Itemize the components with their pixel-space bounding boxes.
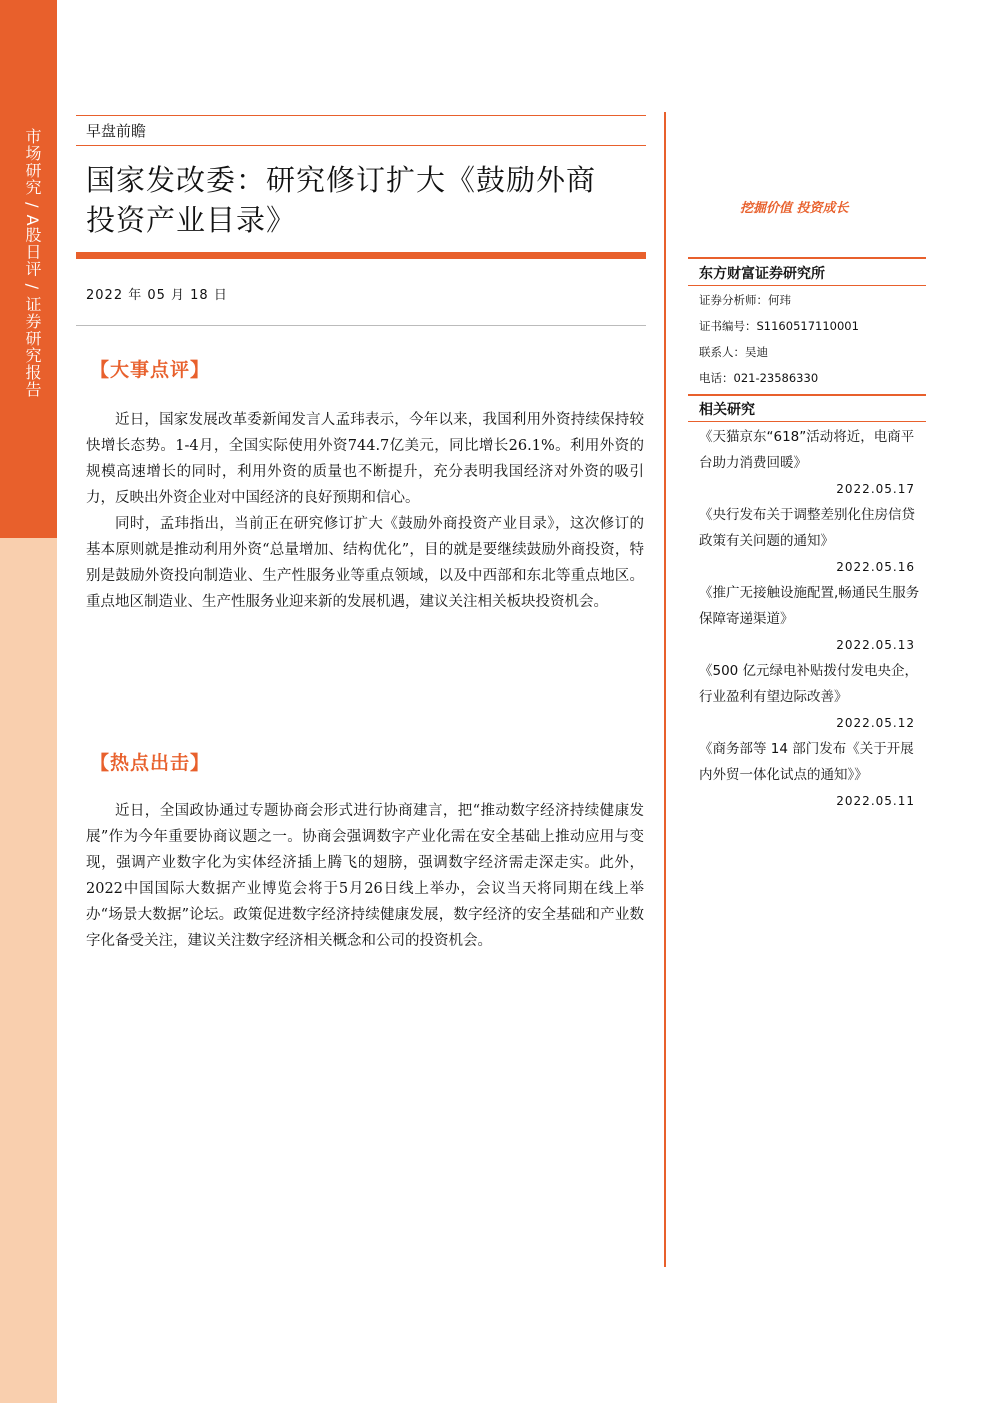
related-top-rule	[688, 394, 926, 396]
analyst-name: 证券分析师：何玮	[699, 293, 791, 307]
related-item-title[interactable]: 《500 亿元绿电补贴拨付发电央企，行业盈利有望边际改善》	[699, 663, 919, 705]
report-date: 2022 年 05 月 18 日	[86, 288, 228, 303]
paragraph: 近日，全国政协通过专题协商会形式进行协商建言，把“推动数字经济持续健康发展”作为今年重要协商议题之一。协商会强调数字产业化需在安全基础上推动应用与变现，强调产业数字化为实体经济插上腾飞的翅膀，强调数字经济需走深走实。此外，2022中国国际大数据产业博览会将于5月26日线上举办，会议当天将同期在线上举办“场景大数据”论坛。政策促进数字经济持续健康发展，数字经济的安全基础和产业数字化备受关注，建议关注数字经济相关概念和公司的投资机会。	[86, 803, 644, 949]
related-item-title[interactable]: 《推广无接触设施配置,畅通民生服务保障寄递渠道》	[699, 585, 920, 627]
contact-person: 联系人：吴迪	[699, 345, 768, 359]
paragraph: 近日，国家发展改革委新闻发言人孟玮表示，今年以来，我国利用外资持续保持较快增长态势。1-4月，全国实际使用外资744.7亿美元，同比增长26.1%。利用外资的规模高速增长的同时，利用外资的质量也不断提升，充分表明我国经济对外资的吸引力，反映出外资企业对中国经济的良好预期和信心。	[86, 412, 644, 506]
related-item-title[interactable]: 《央行发布关于调整差别化住房信贷政策有关问题的通知》	[699, 507, 915, 549]
related-research-heading: 相关研究	[699, 402, 755, 418]
related-item[interactable]	[699, 424, 921, 502]
section-heading-hotspot: 【热点出击】	[90, 752, 211, 774]
paragraph: 同时，孟玮指出，当前正在研究修订扩大《鼓励外商投资产业目录》，这次修订的基本原则就是推动利用外资“总量增加、结构优化”，目的就是要继续鼓励外商投资，特别是鼓励外资投向制造业、生产性服务业等重点领域，以及中西部和东北等重点地区。重点地区制造业、生产性服务业迎来新的发展机遇，建议关注相关板块投资机会。	[86, 516, 644, 610]
date-rule	[76, 325, 646, 326]
related-item-date: 2022.05.16	[836, 560, 915, 574]
title-thick-rule	[76, 252, 646, 259]
column-divider	[664, 112, 666, 1267]
related-item-date: 2022.05.17	[836, 482, 915, 496]
related-item[interactable]	[699, 502, 921, 580]
institution-top-rule	[688, 257, 926, 259]
institution-name: 东方财富证券研究所	[699, 266, 825, 282]
related-item[interactable]	[699, 658, 921, 736]
header-top-rule	[76, 115, 646, 116]
certificate-number: 证书编号：S1160517110001	[699, 319, 859, 333]
report-title	[86, 160, 646, 240]
sidebar-vertical-label: 市场研究 / A股日评 / 证券研究报告	[23, 128, 42, 399]
title-line-2: 投资产业目录》	[86, 203, 297, 237]
related-bottom-rule	[688, 421, 926, 422]
section-heading-events: 【大事点评】	[90, 359, 211, 381]
phone-number: 电话：021-23586330	[699, 371, 819, 385]
sidebar-band-light	[0, 538, 57, 1403]
section-body-events	[86, 407, 644, 615]
related-research-list	[699, 424, 921, 814]
related-item-date: 2022.05.13	[836, 638, 915, 652]
slogan: 挖掘价值 投资成长	[740, 201, 849, 216]
section-body-hotspot	[86, 798, 644, 954]
related-item[interactable]	[699, 580, 921, 658]
report-category: 早盘前瞻	[86, 122, 147, 140]
related-item-title[interactable]: 《商务部等 14 部门发布《关于开展内外贸一体化试点的通知》》	[699, 741, 914, 783]
related-item[interactable]	[699, 736, 921, 814]
related-item-title[interactable]: 《天猫京东“618”活动将近，电商平台助力消费回暖》	[699, 429, 915, 471]
related-item-date: 2022.05.12	[836, 716, 915, 730]
institution-bottom-rule	[688, 285, 926, 286]
title-line-1: 国家发改委：研究修订扩大《鼓励外商	[86, 163, 597, 197]
category-rule	[76, 145, 646, 146]
related-item-date: 2022.05.11	[836, 794, 915, 808]
